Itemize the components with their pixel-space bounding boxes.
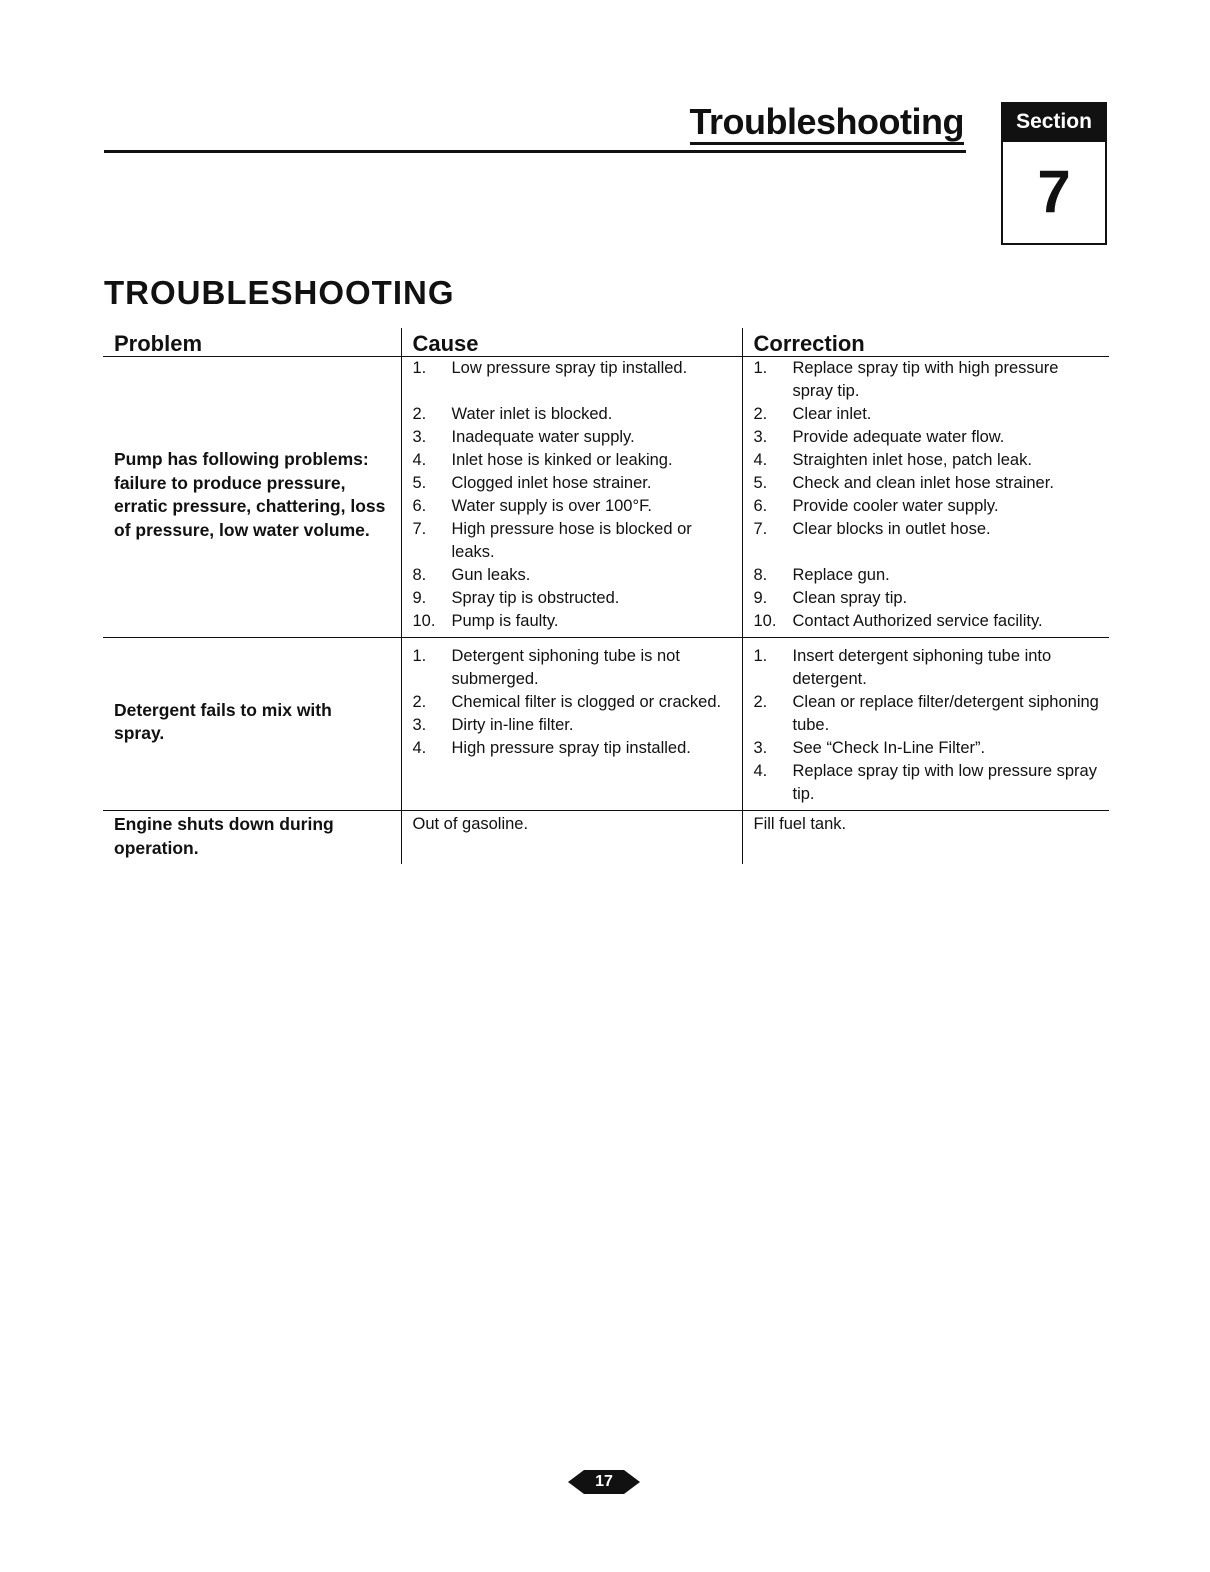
list-item: 3. Provide adequate water flow. bbox=[753, 428, 1005, 446]
list-item: 4. Inlet hose is kinked or leaking. bbox=[412, 451, 673, 469]
section-number: 7 bbox=[1037, 158, 1071, 225]
list-item: 10. Pump is faulty. bbox=[412, 612, 559, 630]
list-item: 9. Clean spray tip. bbox=[753, 589, 908, 607]
list-item: 5. Clogged inlet hose strainer. bbox=[412, 474, 652, 492]
list-item: 2. Clean or replace filter/detergent siphoning tube. bbox=[753, 693, 1099, 734]
page-number bbox=[568, 1466, 640, 1498]
section-badge bbox=[1001, 102, 1107, 245]
list-item: 3. See “Check In-Line Filter”. bbox=[753, 739, 986, 757]
list-item: 1. Insert detergent siphoning tube into detergent. bbox=[753, 647, 1052, 688]
column-header-problem: Problem bbox=[103, 328, 401, 357]
list-item: 1. Replace spray tip with high pressure spray tip. bbox=[753, 359, 1059, 400]
list-item: 2. Water inlet is blocked. bbox=[412, 405, 613, 423]
list-item: 1. Detergent siphoning tube is not submerged. bbox=[412, 647, 680, 688]
list-item: 2. Chemical filter is clogged or cracked. bbox=[412, 693, 722, 711]
list-item: 4. Replace spray tip with low pressure spray tip. bbox=[753, 762, 1097, 803]
list-item: 8. Gun leaks. bbox=[412, 566, 531, 584]
list-item: 3. Inadequate water supply. bbox=[412, 428, 635, 446]
correction-list bbox=[754, 645, 1100, 806]
cause-cell bbox=[401, 638, 742, 811]
table-row bbox=[103, 811, 1109, 865]
problem-cell: Detergent fails to mix with spray. bbox=[103, 638, 401, 811]
list-item: 3. Dirty in-line filter. bbox=[412, 716, 574, 734]
header-rule bbox=[104, 150, 966, 153]
problem-cell: Engine shuts down during operation. bbox=[114, 814, 334, 858]
correction-cell bbox=[742, 357, 1109, 638]
list-item: 1. Low pressure spray tip installed. bbox=[412, 359, 688, 377]
section-label: Section bbox=[1003, 104, 1105, 142]
column-header-correction: Correction bbox=[742, 328, 1109, 357]
table-row bbox=[103, 638, 1109, 811]
list-item: 10. Contact Authorized service facility. bbox=[753, 612, 1043, 630]
list-item: 8. Replace gun. bbox=[753, 566, 890, 584]
correction-cell: Fill fuel tank. bbox=[742, 811, 1109, 865]
cause-list bbox=[413, 645, 732, 760]
list-item: 7. Clear blocks in outlet hose. bbox=[753, 520, 991, 538]
correction-list bbox=[754, 357, 1100, 633]
list-item: 7. High pressure hose is blocked or leaks. bbox=[412, 520, 692, 561]
column-header-cause: Cause bbox=[401, 328, 742, 357]
table-header-row bbox=[103, 328, 1109, 357]
cause-cell: Out of gasoline. bbox=[401, 811, 742, 865]
list-item: 6. Water supply is over 100°F. bbox=[412, 497, 652, 515]
list-item: 9. Spray tip is obstructed. bbox=[412, 589, 620, 607]
list-item: 4. Straighten inlet hose, patch leak. bbox=[753, 451, 1032, 469]
troubleshooting-table bbox=[103, 328, 1109, 864]
cause-list bbox=[413, 357, 732, 633]
page-number-text: 17 bbox=[595, 1473, 613, 1490]
main-heading: TROUBLESHOOTING bbox=[104, 274, 455, 311]
correction-cell bbox=[742, 638, 1109, 811]
list-item: 6. Provide cooler water supply. bbox=[753, 497, 999, 515]
list-item: 5. Check and clean inlet hose strainer. bbox=[753, 474, 1054, 492]
problem-cell: Pump has following problems: failure to produce pressure, erratic pressure, chattering, loss of pressure, low water volume. bbox=[103, 357, 401, 638]
list-item: 2. Clear inlet. bbox=[753, 405, 872, 423]
page-title: Troubleshooting bbox=[690, 104, 964, 145]
table-row bbox=[103, 357, 1109, 638]
list-item: 4. High pressure spray tip installed. bbox=[412, 739, 691, 757]
cause-cell bbox=[401, 357, 742, 638]
